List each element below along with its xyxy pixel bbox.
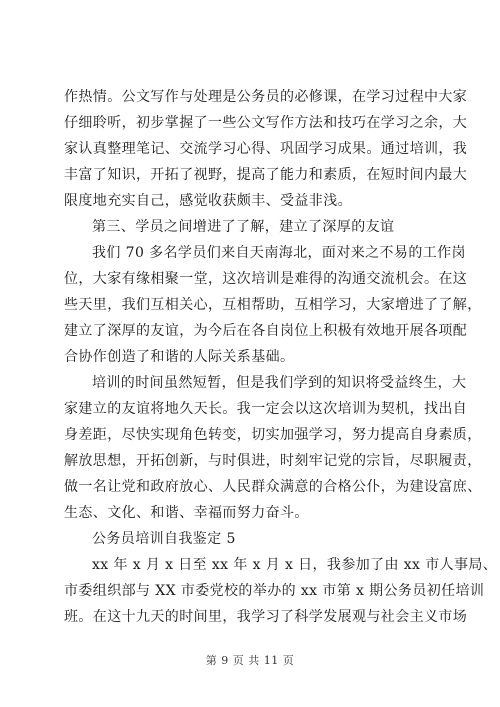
section-title: 公务员培训自我鉴定 5 [92, 531, 236, 547]
text-line: 丰富了知识，开拓了视野，提高了能力和素质，在短时间内最大 [64, 167, 468, 183]
text-line: 些天里，我们互相关心，互相帮助，互相学习，大家增进了了解， [64, 297, 482, 313]
text-line: 限度地充实自己，感觉收获颇丰、受益非浅。 [64, 193, 352, 209]
text-line: 做一名让党和政府放心、人民群众满意的合格公仆，为建设富庶、 [64, 479, 482, 495]
text-line: 家建立的友谊将地久天长。我一定会以这次培训为契机，找出自 [64, 401, 468, 417]
text-line: 位，大家有缘相聚一堂，这次培训是难得的沟通交流机会。在这 [64, 271, 468, 287]
text-line: 建立了深厚的友谊，为今后在各自岗位上积极有效地开展各项配 [64, 323, 468, 339]
text-line: 身差距，尽快实现角色转变，切实加强学习，努力提高自身素质， [64, 427, 482, 443]
section-heading: 第三、学员之间增进了了解，建立了深厚的友谊 [92, 219, 395, 235]
text-line: 市委组织部与 XX 市委党校的举办的 xx 市第 x 期公务员初任培训 [64, 583, 485, 599]
page-number: 第 9 页 共 11 页 [205, 654, 295, 667]
text-line: 家认真整理笔记、交流学习心得、巩固学习成果。通过培训，我 [64, 141, 468, 157]
text-line: 仔细聆听，初步掌握了一些公文写作方法和技巧在学习之余，大 [64, 115, 468, 131]
text-line: 解放思想，开拓创新，与时俱进，时刻牢记党的宗旨，尽职履责， [64, 453, 482, 469]
text-line: 班。在这十九天的时间里，我学习了科学发展观与社会主义市场 [64, 609, 468, 625]
text-line: 生态、文化、和谐、幸福而努力奋斗。 [64, 505, 309, 521]
text-line: 合协作创造了和谐的人际关系基础。 [64, 349, 295, 365]
text-line: 我们 70 多名学员们来自天南海北，面对来之不易的工作岗 [92, 245, 466, 261]
text-line: 培训的时间虽然短暂，但是我们学到的知识将受益终生，大 [92, 375, 467, 391]
text-line: xx 年 x 月 x 日至 xx 年 x 月 x 日，我参加了由 xx 市人事局、 [92, 557, 498, 573]
text-line: 作热情。公文写作与处理是公务员的必修课，在学习过程中大家 [64, 89, 468, 105]
